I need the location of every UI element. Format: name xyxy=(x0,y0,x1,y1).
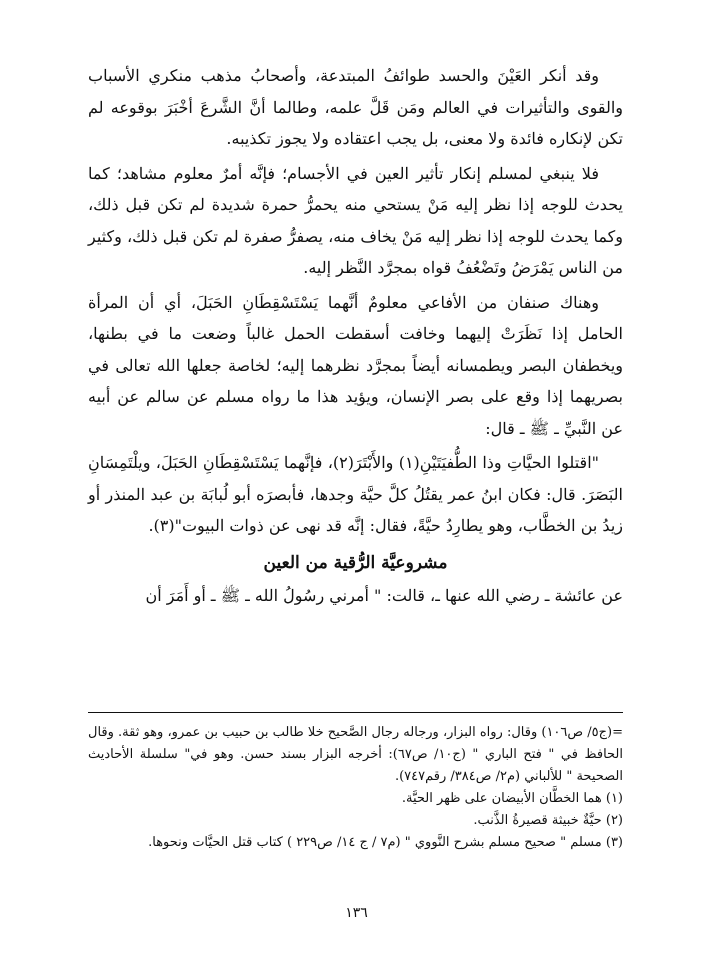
paragraph-3: وهناك صنفان من الأفاعي معلومٌ أنَّهما يَسْتَسْقِطَانِ الحَبَلَ، أي أن المرأة الحامل إذا نَظَرَتْ إليهما وخافت أسقطت الحمل غالباً وضعت ما في بطنها، ويخطفان البصر ويطمسانه أيضاً بمجرَّد نظرهما إليه؛ لخاصة جعلها الله تعالى في بصريهما إذا وقع على بصر الإنسان، ويؤيد هذا ما رواه مسلم عن سالم عن أبيه عن النَّبيِّ ـ ﷺ ـ قال: xyxy=(88,292,623,438)
section-heading: مشروعيَّة الرُّقية من العين xyxy=(263,552,448,573)
footnote-3: (٣) مسلم " صحيح مسلم بشرح النَّووي " (م٧ / ج ١٤/ ص٢٢٩ ) كتاب قتل الحيَّات ونحوها. xyxy=(148,835,623,850)
paragraph-1: وقد أنكر العَيْنَ والحسد طوائفُ المبتدعة، وأصحابُ مذهب منكري الأسباب والقوى والتأثيرات في العالم ومَن قَلَّ علمه، وطالما أنَّ الشَّرعَ أخْبَرَ بوقوعه لم تكن لإنكاره فائدة ولا معنى، بل يجب اعتقاده ولا يجوز تكذيبه. xyxy=(88,66,623,148)
paragraph-5: عن عائشة ـ رضي الله عنها ـ، قالت: " أمرني رسُولُ الله ـ ﷺ ـ أو أَمَرَ أن xyxy=(145,585,623,605)
footnotes xyxy=(88,722,623,854)
page-number: ١٣٦ xyxy=(345,905,368,921)
footnote-2: (٢) حيَّةٌ خبيثة قصيرةُ الذَّنب. xyxy=(473,813,623,828)
footnote-continuation: =(ج٥/ ص١٠٦) وقال: رواه البزار، ورجاله رجال الصَّحيح خلا طالب بن حبيب بن عمرو، وهو ثقة. وقال الحافظ في " فتح الباري " (ج١٠/ ص٦٧): أخرجه البزار بسند حسن. وهو في" سلسلة الأحاديث الصحيحة " للألباني (م٢/ ص٣٨٤/ رقم٧٤٧). xyxy=(88,725,623,784)
paragraph-4: "اقتلوا الحيَّاتِ وذا الطُّفيَتَيْنِ(١) والأَبْتَرَ(٢)، فإنَّهما يَسْتَسْقِطَانِ الحَبَلَ، ويلْتَمِسَانِ البَصَرَ. قال: فكان ابنُ عمر يقتُلُ كلَّ حيَّة وجدها، فأبصرَه أبو لُبابَة بن عبد المنذر أو زيدُ بن الخطَّاب، وهو يطارِدُ حيَّةً، فقال: إنَّه قد نهى عن ذوات البيوت"(٣). xyxy=(88,453,623,535)
footnote-1: (١) هما الخطَّان الأبيضان على ظهر الحيَّة. xyxy=(401,791,623,806)
paragraph-2: فلا ينبغي لمسلم إنكار تأثير العين في الأجسام؛ فإنَّه أمرٌ معلوم مشاهد؛ كما يحدث للوجه إذا نظر إليه مَنْ يستحي منه يحمرُّ حمرة شديدة لم تكن قبل ذلك، وكما يحدث للوجه إذا نظر إليه مَنْ يخاف منه، يصفرُّ صفرة لم تكن قبل ذلك، وكثير من الناس يَمْرَضُ وتَضْعُفُ قواه بمجرَّد النَّظر إليه. xyxy=(88,163,623,277)
footnote-divider xyxy=(88,712,623,713)
main-text xyxy=(88,60,623,614)
